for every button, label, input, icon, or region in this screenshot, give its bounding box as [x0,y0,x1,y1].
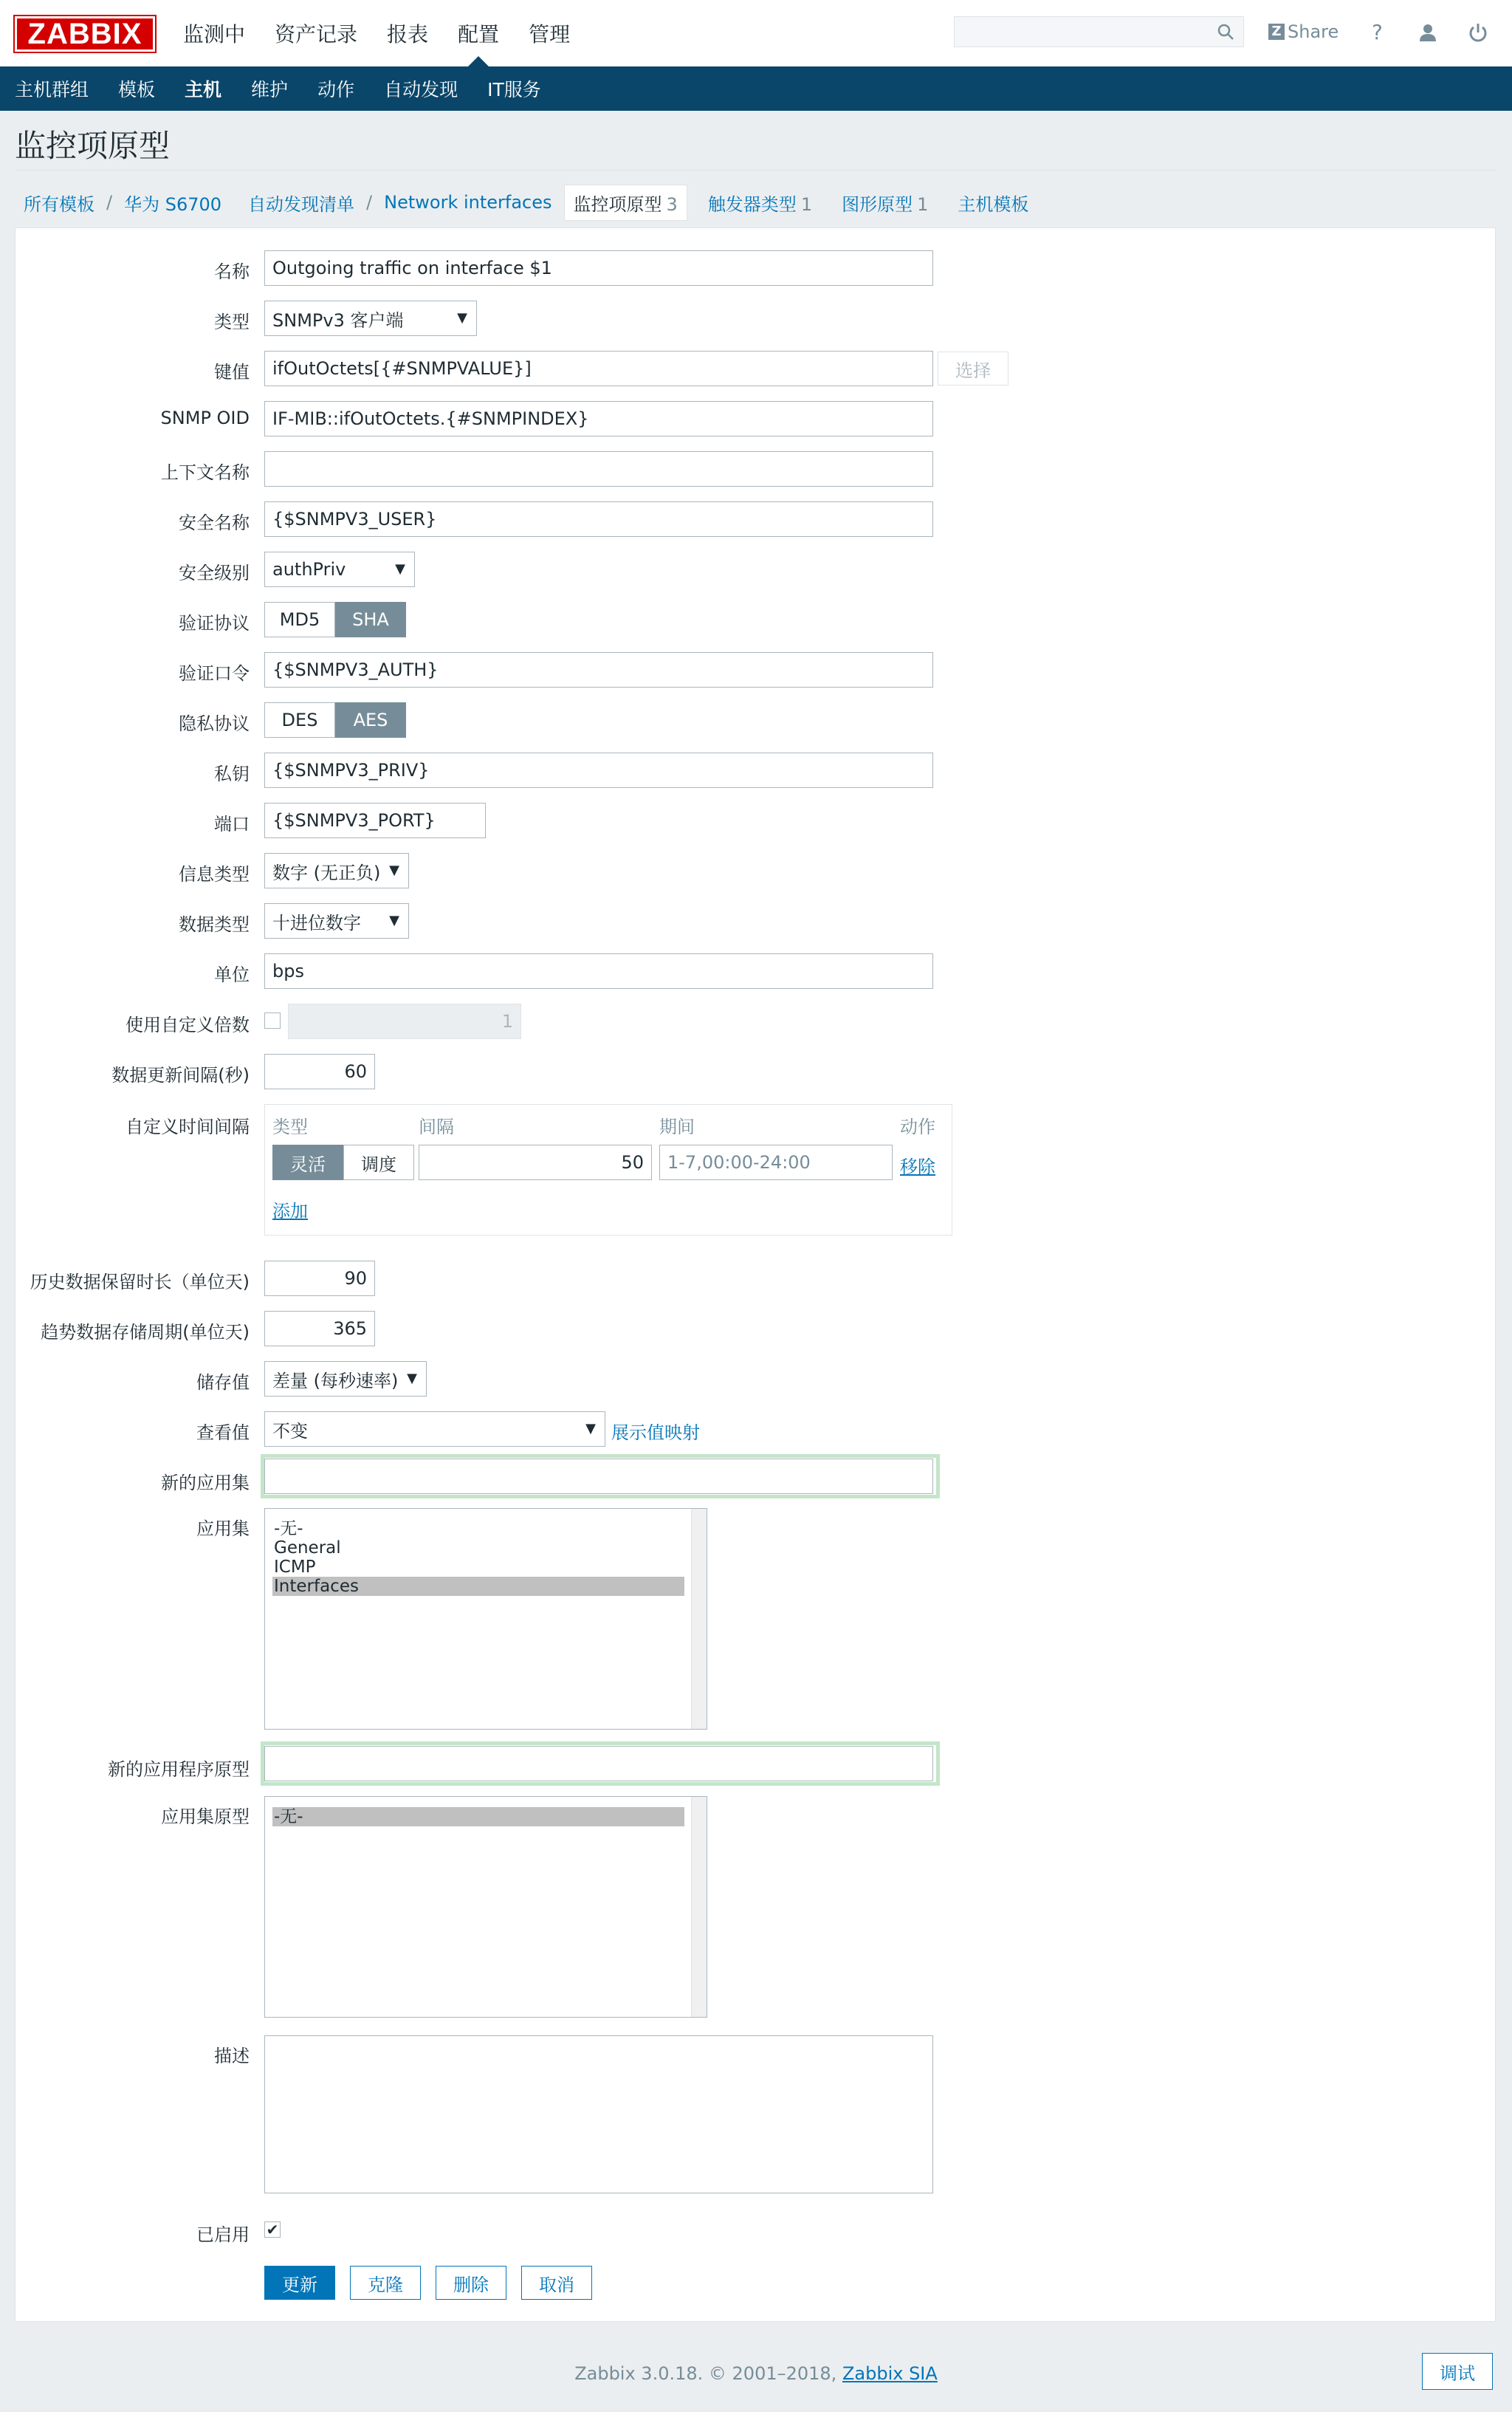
multiplier-input[interactable]: 1 [288,1004,521,1039]
delay-input[interactable]: 60 [264,1054,375,1089]
value-mapping-link[interactable]: 展示值映射 [611,1422,700,1443]
name-input[interactable]: Outgoing traffic on interface $1 [264,250,933,286]
search-input[interactable] [954,16,1244,47]
app-prototypes-listbox[interactable] [264,1796,707,2018]
key-input[interactable]: ifOutOctets[{#SNMPVALUE}] [264,351,933,386]
col-action-header: 动作 [900,1117,935,1137]
value-type-select[interactable]: 数字 (无正负) ▼ [264,853,409,888]
list-item[interactable]: Interfaces [272,1577,684,1596]
share-link[interactable] [1268,16,1339,47]
breadcrumb-sep: / [106,192,113,213]
nav-monitoring[interactable]: 监测中 [183,22,246,47]
multiplier-label: 使用自定义倍数 [126,1015,250,1035]
interval-remove-link[interactable]: 移除 [900,1157,935,1177]
sub-nav [0,66,1512,111]
footer-link[interactable]: Zabbix SIA [842,2363,938,2384]
value-type-label: 信息类型 [179,864,250,885]
name-label: 名称 [214,261,250,282]
interval-period-input[interactable]: 1-7,00:00-24:00 [659,1145,893,1180]
type-label: 类型 [214,312,250,332]
breadcrumb-all-templates[interactable]: 所有模板 [24,193,94,215]
nav-reports[interactable]: 报表 [387,22,429,47]
tab-trigger-prototypes[interactable] [699,185,821,220]
snmp-oid-label: SNMP OID [160,408,250,428]
logout-icon[interactable] [1468,22,1488,43]
applications-label: 应用集 [196,1518,250,1539]
units-label: 单位 [214,965,250,985]
store-value-label: 储存值 [196,1372,250,1393]
show-value-select[interactable]: 不变 ▼ [264,1411,605,1447]
top-bar [0,0,1512,66]
breadcrumb-discovery-rule[interactable]: Network interfaces [384,192,552,213]
auth-passphrase-input[interactable]: {$SNMPV3_AUTH} [264,652,933,688]
breadcrumb-sep: / [366,192,373,213]
share-label: Share [1288,21,1339,42]
tab-count: 1 [800,193,813,215]
store-value-select[interactable]: 差量 (每秒速率) ▼ [264,1361,427,1397]
enabled-checkbox[interactable]: ✔ [264,2221,281,2238]
new-application-label: 新的应用集 [161,1473,250,1493]
help-icon[interactable]: ? [1372,19,1383,44]
priv-passphrase-input[interactable]: {$SNMPV3_PRIV} [264,753,933,788]
snmp-oid-input[interactable]: IF-MIB::ifOutOctets.{#SNMPINDEX} [264,401,933,436]
list-item[interactable]: ICMP [274,1558,316,1577]
priv-protocol-toggle [264,702,406,738]
tab-label: 主机模板 [958,193,1029,215]
col-type-header: 类型 [272,1117,308,1137]
nav-inventory[interactable]: 资产记录 [275,22,358,47]
applications-listbox[interactable] [264,1508,707,1730]
new-app-prototype-label: 新的应用程序原型 [108,1759,250,1780]
interval-add-link[interactable]: 添加 [272,1201,308,1222]
tab-label: 图形原型 [842,193,913,215]
subnav-it-services[interactable]: IT服务 [487,79,541,100]
subnav-hosts[interactable]: 主机 [185,79,222,100]
cancel-button[interactable]: 取消 [521,2266,592,2300]
footer-text: Zabbix 3.0.18. © 2001–2018, [574,2363,837,2384]
data-type-select[interactable]: 十进位数字 ▼ [264,903,409,939]
auth-md5-option[interactable]: MD5 [264,602,335,637]
nav-administration[interactable]: 管理 [529,22,571,47]
tab-label: 触发器类型 [707,193,797,215]
main-nav [168,0,585,66]
update-button[interactable]: 更新 [264,2266,335,2300]
interval-type-toggle [272,1145,414,1180]
context-name-label: 上下文名称 [161,462,250,483]
search-icon[interactable] [1217,23,1234,41]
list-item[interactable]: -无- [274,1519,303,1538]
custom-intervals-label: 自定义时间间隔 [126,1117,250,1137]
list-item[interactable]: -无- [272,1807,684,1826]
delete-button[interactable]: 删除 [436,2266,506,2300]
breadcrumb [24,186,1037,219]
zabbix-logo[interactable]: ZABBIX [15,16,155,52]
interval-value-input[interactable]: 50 [419,1145,652,1180]
trends-label: 趋势数据存储周期(单位天) [41,1322,250,1343]
port-input[interactable]: {$SNMPV3_PORT} [264,803,486,838]
tab-item-prototypes[interactable] [564,185,687,221]
subnav-maintenance[interactable]: 维护 [251,79,289,100]
divider [15,170,1497,171]
subnav-templates[interactable]: 模板 [118,79,156,100]
tab-host-prototypes[interactable] [949,185,1037,220]
security-name-input[interactable]: {$SNMPV3_USER} [264,501,933,537]
security-level-select[interactable]: authPriv ▼ [264,552,415,587]
description-label: 描述 [214,2046,250,2066]
scrollbar[interactable] [691,1797,707,2017]
tab-label: 监控项原型 [573,193,662,215]
new-app-prototype-input[interactable] [264,1746,933,1781]
app-prototypes-label: 应用集原型 [161,1806,250,1827]
history-label: 历史数据保留时长（单位天) [30,1272,250,1292]
col-period-header: 期间 [659,1117,695,1137]
debug-button[interactable]: 调试 [1422,2353,1493,2390]
priv-aes-option[interactable]: AES [335,702,406,738]
security-level-label: 安全级别 [179,563,250,583]
nav-configuration[interactable]: 配置 [443,0,514,66]
auth-sha-option[interactable]: SHA [335,602,406,637]
list-item[interactable]: General [274,1538,341,1558]
custom-intervals-table [264,1104,952,1236]
interval-scheduling-option[interactable]: 调度 [343,1145,414,1180]
profile-icon[interactable] [1418,22,1438,43]
history-input[interactable]: 90 [264,1261,375,1296]
type-select[interactable]: SNMPv3 客户端 ▼ [264,301,477,336]
footer [0,2363,1512,2384]
scrollbar[interactable] [691,1509,707,1729]
new-application-input[interactable] [264,1459,933,1494]
auth-protocol-label: 验证协议 [179,613,250,634]
key-label: 键值 [214,362,250,383]
subnav-host-groups[interactable]: 主机群组 [15,79,89,100]
security-name-label: 安全名称 [179,513,250,533]
auth-passphrase-label: 验证口令 [179,663,250,684]
subnav-discovery[interactable]: 自动发现 [384,79,458,100]
breadcrumb-discovery-list[interactable]: 自动发现清单 [248,193,355,215]
col-interval-header: 间隔 [419,1117,454,1137]
key-select-button[interactable]: 选择 [938,352,1008,386]
priv-passphrase-label: 私钥 [214,764,250,784]
priv-protocol-label: 隐私协议 [179,713,250,734]
page-title: 监控项原型 [15,128,171,164]
auth-protocol-toggle [264,602,406,637]
port-label: 端口 [214,814,250,835]
description-textarea[interactable] [264,2035,933,2193]
tab-graph-prototypes[interactable] [833,185,937,220]
delay-label: 数据更新间隔(秒) [111,1065,250,1086]
breadcrumb-template[interactable]: 华为 S6700 [124,193,222,215]
interval-flexible-option[interactable]: 灵活 [272,1145,343,1180]
share-icon: Z [1268,24,1285,40]
subnav-actions[interactable]: 动作 [317,79,355,100]
clone-button[interactable]: 克隆 [350,2266,421,2300]
tab-count: 3 [666,193,678,215]
units-input[interactable]: bps [264,953,933,989]
enabled-label: 已启用 [196,2224,250,2245]
priv-des-option[interactable]: DES [264,702,335,738]
context-name-input[interactable] [264,451,933,487]
data-type-label: 数据类型 [179,914,250,935]
multiplier-checkbox[interactable] [264,1013,281,1029]
show-value-label: 查看值 [196,1422,250,1443]
tab-count: 1 [917,193,929,215]
trends-input[interactable]: 365 [264,1311,375,1346]
